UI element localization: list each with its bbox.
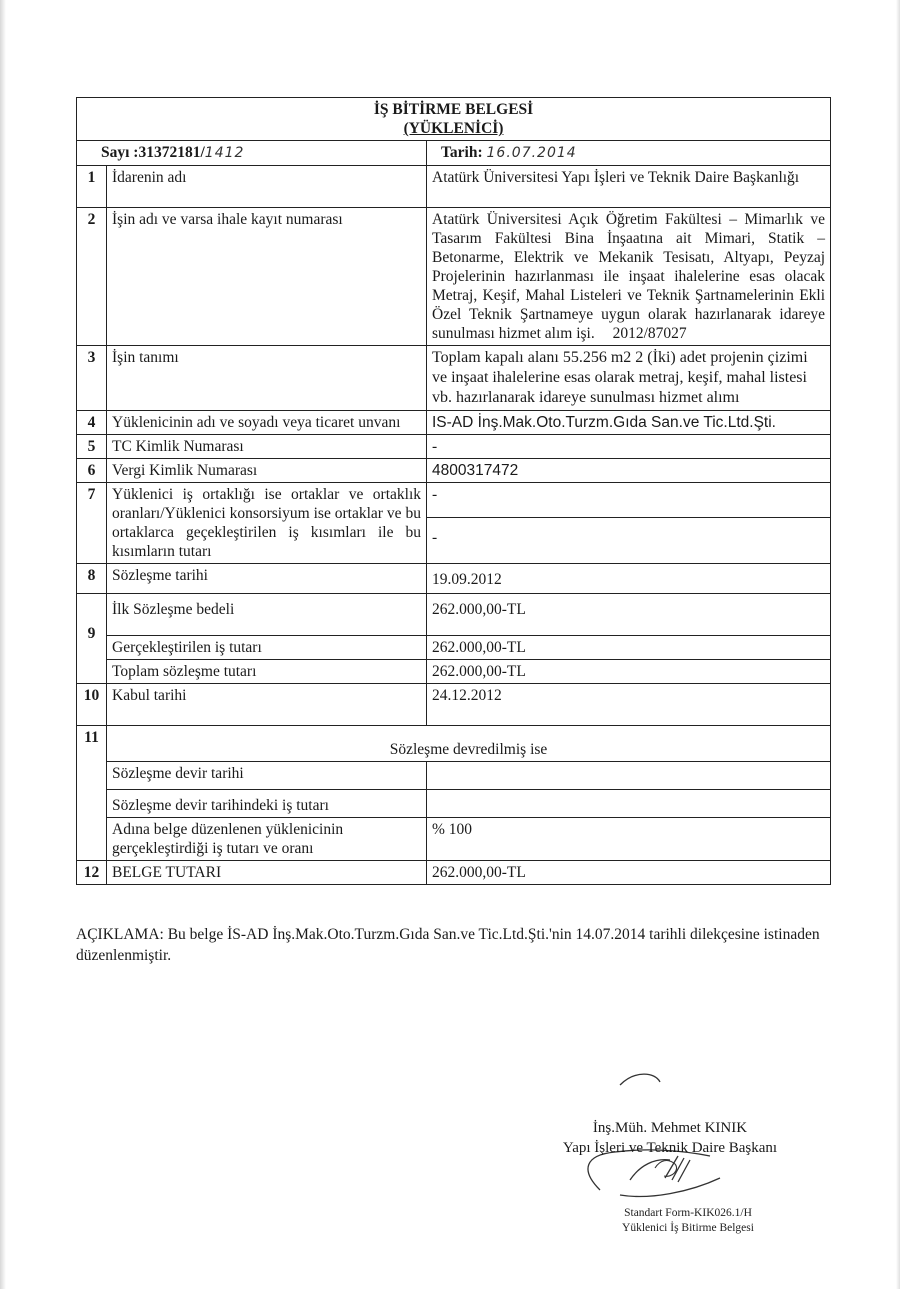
row-value: 19.09.2012 [427, 564, 831, 594]
sayi-handwritten: 1412 [204, 145, 245, 161]
tender-reference: 2012/87027 [612, 325, 687, 342]
row-label: İdarenin adı [107, 166, 427, 208]
row-value: 262.000,00-TL [427, 636, 831, 660]
row-label: Vergi Kimlik Numarası [107, 459, 427, 483]
table-row [77, 861, 831, 885]
row-value: % 100 [427, 818, 831, 861]
signatory-name: İnş.Müh. Mehmet KINIK [592, 1120, 748, 1136]
document-subtitle: (YÜKLENİCİ) [403, 120, 504, 137]
row-label: Toplam sözleşme tutarı [107, 660, 427, 684]
row-value: IS-AD İnş.Mak.Oto.Turzm.Gıda San.ve Tic.Ltd.Şti. [427, 411, 831, 435]
sayi-tarih-row [77, 141, 831, 166]
row-value: Atatürk Üniversitesi Yapı İşleri ve Teknik Daire Başkanlığı [427, 166, 831, 208]
row-number: 11 [77, 726, 107, 861]
section-heading: Sözleşme devredilmiş ise [107, 726, 831, 762]
row-value: Toplam kapalı alanı 55.256 m2 2 (İki) adet projenin çizimi ve inşaat ihalelerine esas olarak metraj, keşif, mahal listesi vb. hazırlanarak idareye sunulması hizmet alımı [427, 346, 831, 411]
row-label: Sözleşme devir tarihi [107, 762, 427, 790]
table-row [77, 411, 831, 435]
row-number: 5 [77, 435, 107, 459]
row-value: Atatürk Üniversitesi Açık Öğretim Fakültesi – Mimarlık ve Tasarım Fakültesi Bina İnşaatına ait Mimari, Statik – Betonarme, Elektrik ve Mekanik Tesisatı, Altyapı, Peyzaj Projelerinin hazırlanması ile inşaat ihalelerine esas olacak Metraj, Keşif, Mahal Listeleri ve Teknik Şartnamelerinin Ekli Özel Teknik Şartnameye uygun olarak hazırlanarak idareye sunulması hizmet alım işi. [432, 211, 826, 342]
table-row [77, 564, 831, 594]
table-row [77, 483, 831, 518]
tarih-handwritten: 16.07.2014 [486, 145, 577, 161]
row-number: 8 [77, 564, 107, 594]
table-row [77, 660, 831, 684]
table-row [77, 435, 831, 459]
row-value: - [427, 518, 831, 564]
document-title: İŞ BİTİRME BELGESİ [373, 101, 534, 118]
row-label: Gerçekleştirilen iş tutarı [107, 636, 427, 660]
table-row [77, 790, 831, 818]
table-row [77, 726, 831, 762]
table-row [77, 636, 831, 660]
scan-edge-right [896, 0, 900, 1289]
scan-edge-left [0, 0, 6, 1289]
row-number: 6 [77, 459, 107, 483]
row-value: 262.000,00-TL [427, 660, 831, 684]
row-value: 4800317472 [427, 459, 831, 483]
row-number: 4 [77, 411, 107, 435]
row-label: İlk Sözleşme bedeli [107, 594, 427, 636]
table-row [77, 346, 831, 411]
form-code [598, 1206, 778, 1236]
row-value: 262.000,00-TL [427, 594, 831, 636]
row-number: 10 [77, 684, 107, 726]
table-row [77, 684, 831, 726]
row-label: TC Kimlik Numarası [107, 435, 427, 459]
explanation-note: AÇIKLAMA: Bu belge İS-AD İnş.Mak.Oto.Turzm.Gıda San.ve Tic.Ltd.Şti.'nin 14.07.2014 tarihli dilekçesine istinaden düzenlenmiştir. [76, 926, 820, 964]
form-code-line1: Standart Form-KIK026.1/H [624, 1207, 752, 1219]
row-label: BELGE TUTARI [107, 861, 427, 885]
row-number: 1 [77, 166, 107, 208]
row-number: 7 [77, 483, 107, 564]
table-row [77, 166, 831, 208]
signatory-title: Yapı İşleri ve Teknik Daire Başkanı [562, 1140, 778, 1156]
signature-block [520, 1118, 820, 1158]
row-value: - [427, 435, 831, 459]
title-row [77, 98, 831, 141]
row-value [427, 790, 831, 818]
document [76, 97, 830, 885]
row-label: Adına belge düzenlenen yüklenicinin gerçekleştirdiği iş tutarı ve oranı [107, 818, 427, 861]
sayi-label: Sayı :31372181/ [101, 144, 205, 161]
row-number: 9 [77, 594, 107, 684]
tarih-label: Tarih: [441, 144, 483, 161]
row-label: İşin adı ve varsa ihale kayıt numarası [107, 208, 427, 346]
table-row [77, 594, 831, 636]
certificate-table [76, 97, 831, 885]
table-row [77, 208, 831, 346]
row-label: Yüklenici iş ortaklığı ise ortaklar ve ortaklık oranları/Yüklenici konsorsiyum ise ortaklar ve bu ortaklarca geçekleştirilen iş kısımları ile bu kısımların tutarı [107, 483, 427, 564]
row-value: 262.000,00-TL [427, 861, 831, 885]
row-number: 12 [77, 861, 107, 885]
row-number: 3 [77, 346, 107, 411]
row-number: 2 [77, 208, 107, 346]
table-row [77, 818, 831, 861]
row-label: Sözleşme devir tarihindeki iş tutarı [107, 790, 427, 818]
row-value: 24.12.2012 [427, 684, 831, 726]
row-value: - [427, 483, 831, 518]
row-value [427, 762, 831, 790]
row-label: Sözleşme tarihi [107, 564, 427, 594]
row-label: Kabul tarihi [107, 684, 427, 726]
row-label: Yüklenicinin adı ve soyadı veya ticaret unvanı [107, 411, 427, 435]
table-row [77, 762, 831, 790]
row-label: İşin tanımı [107, 346, 427, 411]
form-code-line2: Yüklenici İş Bitirme Belgesi [622, 1222, 754, 1234]
table-row [77, 459, 831, 483]
